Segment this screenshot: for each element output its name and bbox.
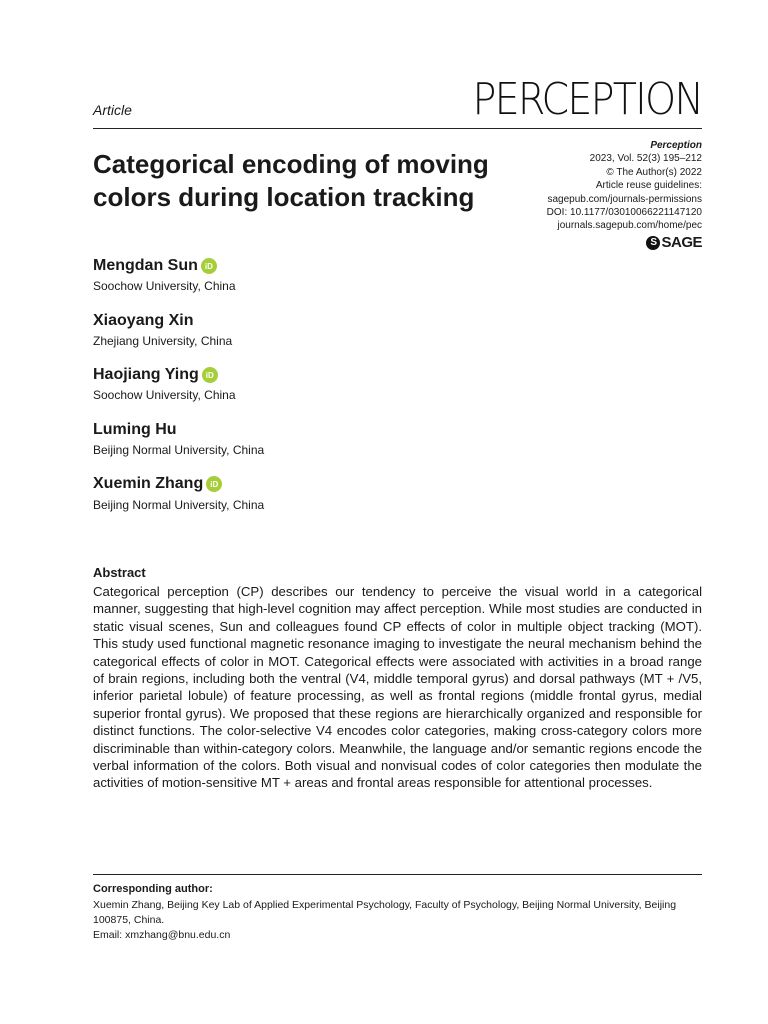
- doi-link[interactable]: DOI: 10.1177/03010066221147120: [546, 207, 702, 219]
- author-name: [93, 257, 217, 275]
- header-divider: [93, 128, 702, 129]
- corresponding-author-address: Xuemin Zhang, Beijing Key Lab of Applied Experimental Psychology, Faculty of Psychology, Beijing Normal University, Beijing 100875, China.: [93, 899, 677, 926]
- copyright: © The Author(s) 2022: [606, 166, 702, 178]
- footer-divider: [93, 874, 702, 875]
- author-name: [93, 421, 177, 439]
- orcid-icon[interactable]: iD: [206, 476, 222, 492]
- abstract-heading: Abstract: [93, 565, 146, 580]
- sage-icon: S: [646, 236, 660, 250]
- permissions-link[interactable]: sagepub.com/journals-permissions: [547, 193, 702, 205]
- author-affiliation: Soochow University, China: [93, 279, 236, 293]
- journal-meta: [442, 139, 702, 233]
- author-name-text: Xuemin Zhang: [93, 475, 204, 492]
- article-title: Categorical encoding of moving colors during location tracking: [93, 149, 489, 212]
- author-name: [93, 475, 222, 493]
- author-name: [93, 366, 218, 384]
- publisher-logo[interactable]: [646, 234, 702, 251]
- author-affiliation: Beijing Normal University, China: [93, 498, 265, 512]
- author-affiliation: Soochow University, China: [93, 388, 236, 402]
- author-affiliation: Beijing Normal University, China: [93, 443, 265, 457]
- journal-logo[interactable]: PERCEPTION: [472, 74, 702, 125]
- reuse-guidelines: Article reuse guidelines:: [595, 180, 702, 192]
- abstract-text: Categorical perception (CP) describes our tendency to perceive the visual world in a categorical manner, suggesting that high-level cognition may affect perception. While most studies are conducted in static visual scenes, Sun and colleagues found CP effects of color in multiple object tracking (MOT). This study used functional magnetic resonance imaging to investigate the neural mechanism behind the categorical effects of color in MOT. Categorical effects were associated with activities in a broad range of brain regions, including both the ventral (V4, middle temporal gyrus) and dorsal pathways (MT + /V5, inferior parietal lobule) of feature processing, as well as frontal regions (middle frontal gyrus, medial superior frontal gyrus). We proposed that these regions are hierarchically organized and responsible for distinct functions. The color-selective V4 encodes color categories, making cross-category colors more discriminable than within-category colors. Meanwhile, the language and/or semantic regions encode the verbal information of the colors. Both visual and nonvisual codes of color categories then modulate the activities of motion-sensitive MT + areas and frontal areas responsible for attentional processes.: [93, 584, 702, 791]
- author-name-text: Mengdan Sun: [93, 257, 198, 274]
- author-name-text: Xiaoyang Xin: [93, 312, 194, 329]
- author-name-text: Haojiang Ying: [93, 366, 199, 383]
- journal-name: Perception: [650, 140, 702, 151]
- corresponding-author-details: [93, 898, 702, 943]
- article-type: Article: [93, 102, 132, 118]
- publisher-name: SAGE: [661, 234, 702, 251]
- corresponding-author-heading: Corresponding author:: [93, 883, 213, 895]
- volume-info: 2023, Vol. 52(3) 195–212: [589, 153, 702, 165]
- orcid-icon[interactable]: iD: [202, 367, 218, 383]
- author-affiliation: Zhejiang University, China: [93, 334, 233, 348]
- orcid-icon[interactable]: iD: [201, 258, 217, 274]
- author-name-text: Luming Hu: [93, 421, 177, 438]
- author-name: [93, 312, 193, 330]
- corresponding-author-email[interactable]: Email: xmzhang@bnu.edu.cn: [93, 929, 231, 941]
- journal-homepage-link[interactable]: journals.sagepub.com/home/pec: [557, 220, 702, 232]
